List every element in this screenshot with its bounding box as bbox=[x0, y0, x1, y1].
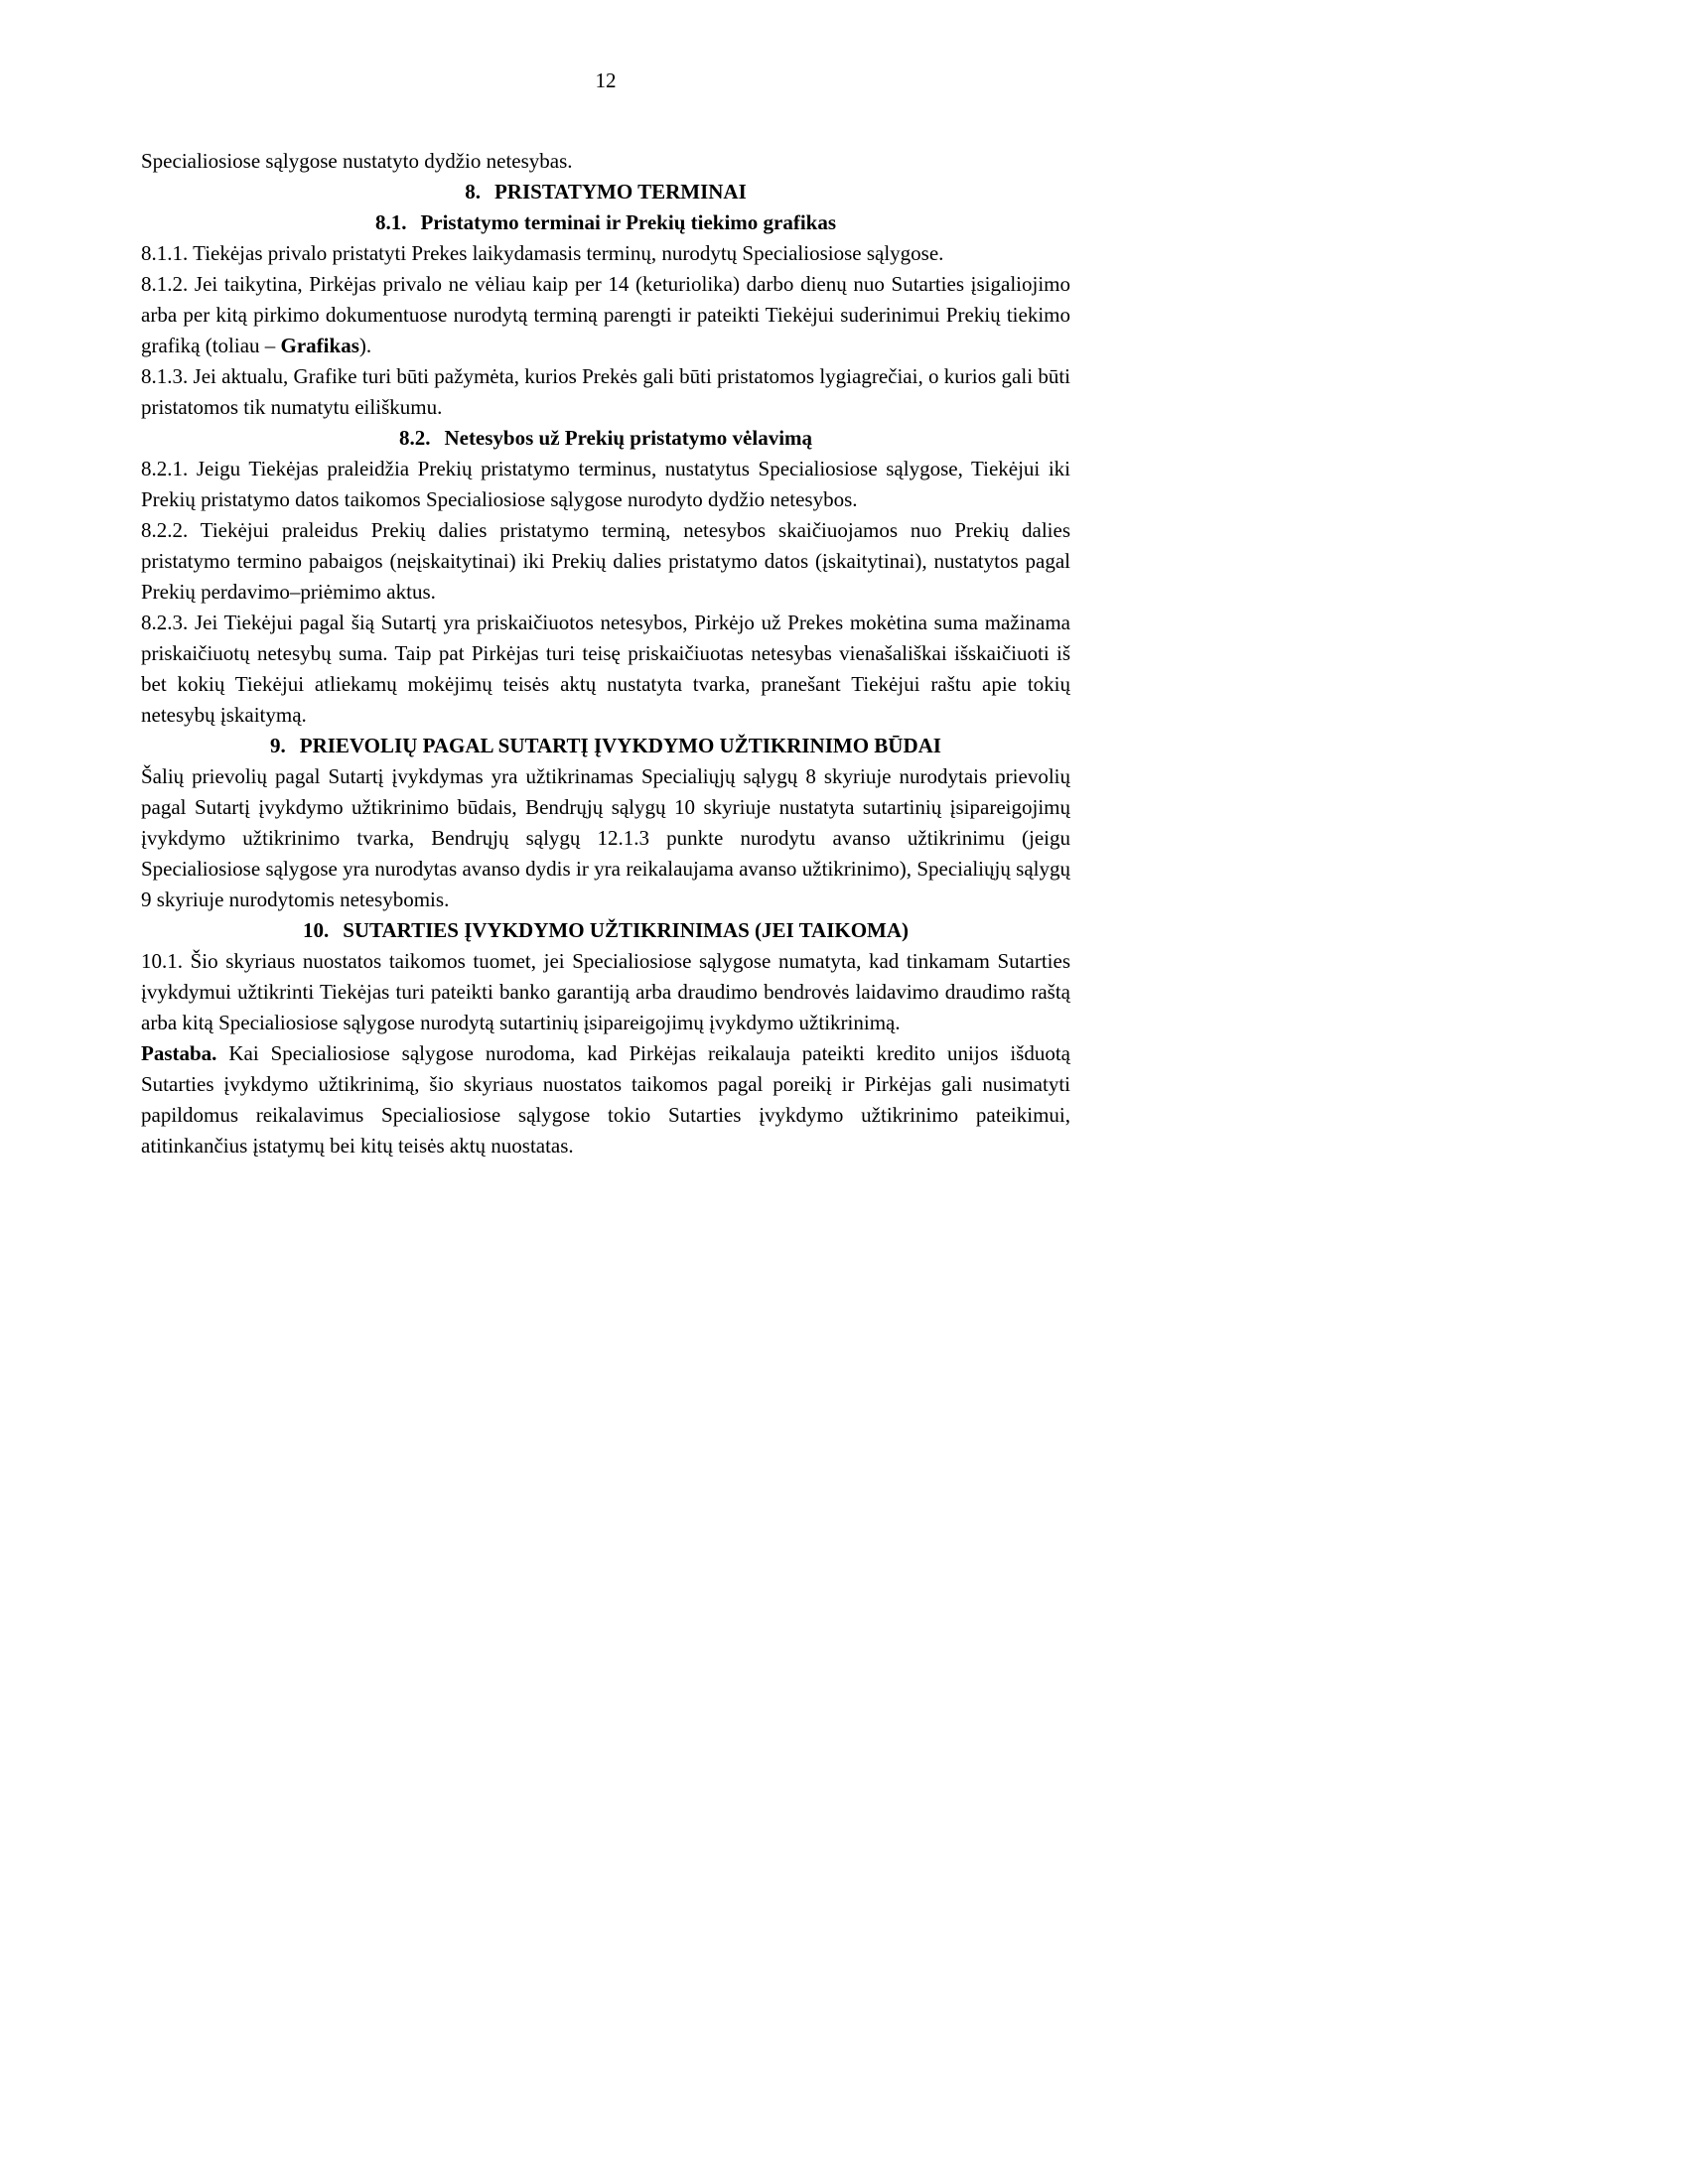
pastaba-label: Pastaba. bbox=[141, 1041, 217, 1065]
page-number: 12 bbox=[595, 68, 617, 92]
paragraph-8-2-1: 8.2.1. Jeigu Tiekėjas praleidžia Prekių pristatymo terminus, nustatytus Specialiosiose sąlygose, Tiekėjui iki Prekių pristatymo datos taikomos Specialiosiose sąlygose nurodyto dydžio netesybos. bbox=[141, 457, 1070, 511]
paragraph-10-1: 10.1. Šio skyriaus nuostatos taikomos tuomet, jei Specialiosiose sąlygose numatyta, kad tinkamam Sutarties įvykdymui užtikrinti Tiekėjas turi pateikti banko garantiją arba draudimo bendrovės laidavimo draudimo raštą arba kitą Specialiosiose sąlygose nurodytą sutartinių įsipareigojimų įvykdymo užtikrinimą. bbox=[141, 949, 1070, 1034]
heading-section-10 bbox=[141, 915, 1070, 946]
heading-9-number: 9. bbox=[270, 734, 286, 757]
heading-8-title: PRISTATYMO TERMINAI bbox=[493, 180, 747, 204]
paragraph-8-2-2: 8.2.2. Tiekėjui praleidus Prekių dalies pristatymo terminą, netesybos skaičiuojamos nuo Prekių dalies pristatymo termino pabaigos (neįskaitytinai) iki Prekių dalies pristatymo datos (įskaitytinai), nustatytos pagal Prekių perdavimo–priėmimo aktus. bbox=[141, 518, 1070, 604]
heading-8-1-number: 8.1. bbox=[374, 210, 407, 234]
heading-section-8-2 bbox=[141, 423, 1070, 454]
heading-9-title: PRIEVOLIŲ PAGAL SUTARTĮ ĮVYKDYMO UŽTIKRINIMO BŪDAI bbox=[299, 734, 941, 757]
paragraph-8-1-2-text: 8.1.2. Jei taikytina, Pirkėjas privalo ne vėliau kaip per 14 (keturiolika) darbo dienų nuo Sutarties įsigaliojimo arba per kitą pirkimo dokumentuose nurodytą terminą parengti ir pateikti Tiekėjui suderinimui Prekių tiekimo grafiką (toliau – bbox=[141, 272, 1070, 357]
paragraph-8-1-3: 8.1.3. Jei aktualu, Grafike turi būti pažymėta, kurios Prekės gali būti pristatomos lygiagrečiai, o kurios gali būti pristatomos tik numatytu eiliškumu. bbox=[141, 364, 1070, 419]
paragraph-9: Šalių prievolių pagal Sutartį įvykdymas yra užtikrinamas Specialiųjų sąlygų 8 skyriuje nurodytais prievolių pagal Sutartį įvykdymo užtikrinimo būdais, Bendrųjų sąlygų 10 skyriuje nustatyta sutartinių įsipareigojimų įvykdymo užtikrinimo tvarka, Bendrųjų sąlygų 12.1.3 punkte nurodytu avanso užtikrinimu (jeigu Specialiosiose sąlygose yra nurodytas avanso dydis ir yra reikalaujama avanso užtikrinimo), Specialiųjų sąlygų 9 skyriuje nurodytomis netesybomis. bbox=[141, 764, 1070, 911]
heading-8-2-number: 8.2. bbox=[398, 426, 431, 450]
paragraph-8-1-2 bbox=[141, 269, 1070, 361]
heading-8-1-title: Pristatymo terminai ir Prekių tiekimo grafikas bbox=[420, 210, 837, 234]
paragraph-8-2-3: 8.2.3. Jei Tiekėjui pagal šią Sutartį yra priskaičiuotos netesybos, Pirkėjo už Prekes mokėtina suma mažinama priskaičiuotų netesybų suma. Taip pat Pirkėjas turi teisę priskaičiuotas netesybas vienašališkai išskaičiuoti iš bet kokių Tiekėjui atliekamų mokėjimų teisės aktų nustatyta tvarka, pranešant Tiekėjui raštu apie tokių netesybų įskaitymą. bbox=[141, 611, 1070, 727]
document-text-column bbox=[141, 66, 1070, 1161]
heading-10-number: 10. bbox=[302, 918, 330, 942]
paragraph-8-1-2-end: ). bbox=[358, 334, 372, 357]
paragraph-pastaba bbox=[141, 1038, 1070, 1161]
term-grafikas: Grafikas bbox=[280, 334, 359, 357]
heading-section-8 bbox=[141, 177, 1070, 207]
heading-section-9 bbox=[141, 731, 1070, 761]
heading-8-number: 8. bbox=[465, 180, 481, 204]
paragraph-intro: Specialiosiose sąlygose nustatyto dydžio netesybas. bbox=[141, 149, 573, 173]
paragraph-8-1-1: 8.1.1. Tiekėjas privalo pristatyti Prekes laikydamasis terminų, nurodytų Specialiosiose sąlygose. bbox=[141, 241, 944, 265]
heading-8-2-title: Netesybos už Prekių pristatymo vėlavimą bbox=[444, 426, 813, 450]
heading-10-title: SUTARTIES ĮVYKDYMO UŽTIKRINIMAS (JEI TAIKOMA) bbox=[343, 918, 910, 942]
pastaba-text: Kai Specialiosiose sąlygose nurodoma, kad Pirkėjas reikalauja pateikti kredito unijos išduotą Sutarties įvykdymo užtikrinimą, šio skyriaus nuostatos taikomos pagal poreikį ir Pirkėjas gali nusimatyti papildomus reikalavimus Specialiosiose sąlygose tokio Sutarties įvykdymo užtikrinimo pateikimui, atitinkančius įstatymų bei kitų teisės aktų nuostatas. bbox=[141, 1041, 1070, 1158]
heading-section-8-1 bbox=[141, 207, 1070, 238]
